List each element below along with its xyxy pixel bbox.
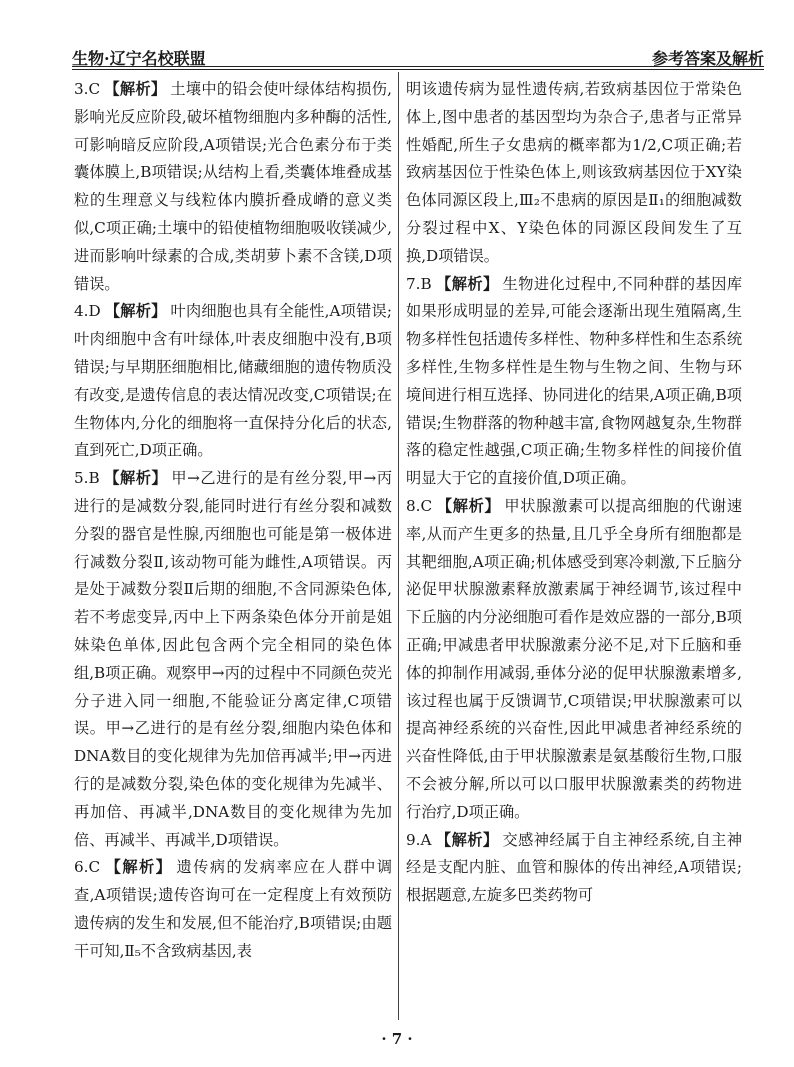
page-number: · 7 ·: [381, 1030, 413, 1048]
answer-text: 甲→乙进行的是有丝分裂,甲→丙进行的是减数分裂,能同时进行有丝分裂和减数分裂的器官是性腺,丙细胞也可能是第一极体进行减数分裂Ⅱ,该动物可能为雌性,A项错误。丙是处于减数分裂Ⅱ后期的细胞,不含同源染色体,若不考虑变异,丙中上下两条染色体分开前是姐妹染色单体,因此包含两个完全相同的染色体组,B项正确。观察甲→丙的过程中不同颜色荧光分子进入同一细胞,不能验证分离定律,C项错误。甲→乙进行的是有丝分裂,细胞内染色体和DNA数目的变化规律为先加倍再减半;甲→丙进行的是减数分裂,染色体的变化规律为先减半、再加倍、再减半,DNA数目的变化规律为先加倍、再减半、再减半,D项错误。: [74, 469, 393, 849]
header-section-title: 参考答案及解析: [651, 49, 764, 68]
answer-item-3: [74, 76, 392, 298]
answer-number: 5.B: [74, 469, 100, 488]
answer-number: 6.C: [74, 858, 101, 877]
answer-number: 8.C: [406, 496, 433, 515]
answer-number: 9.A: [406, 830, 432, 849]
answer-item-8: [406, 493, 742, 827]
answer-item-4: [74, 298, 392, 465]
answer-item-9: [406, 827, 742, 910]
header-rule: [72, 66, 764, 67]
header-rule-double: [72, 69, 764, 70]
analysis-tag: 【解析】: [435, 830, 499, 849]
answer-text: 交感神经属于自主神经系统,自主神经是支配内脏、血管和腺体的传出神经,A项错误;根据题意,左旋多巴类药物可: [406, 830, 743, 905]
header-subject: 生物·辽宁名校联盟: [72, 49, 206, 68]
answer-number: 3.C: [74, 80, 101, 98]
analysis-tag: 【解析】: [104, 858, 173, 877]
column-divider: [398, 72, 399, 1020]
answer-item-6: [74, 854, 392, 965]
page-header: [72, 46, 764, 68]
answer-text: 叶肉细胞也具有全能性,A项错误;叶肉细胞中含有叶绿体,叶表皮细胞中没有,B项错误;与早期胚细胞相比,储藏细胞的遗传物质没有改变,是遗传信息的表达情况改变,C项错误;在生物体内,分化的细胞将一直保持分化后的状态,直到死亡,D项正确。: [74, 302, 393, 460]
answer-item-7: [406, 271, 742, 493]
answer-text: 遗传病的发病率应在人群中调查,A项错误;遗传咨询可在一定程度上有效预防遗传病的发生和发展,但不能治疗,B项错误;由题干可知,Ⅱ₅不含致病基因,表: [74, 858, 393, 960]
answer-number: 4.D: [74, 302, 101, 321]
answer-text: 明该遗传病为显性遗传病,若致病基因位于常染色体上,图中患者的基因型均为杂合子,患者与正常异性婚配,所生子女患病的概率都为1/2,C项正确;若致病基因位于性染色体上,则该致病基因位于XY染色体同源区段上,Ⅲ₂不患病的原因是Ⅱ₁的细胞减数分裂过程中X、Y染色体的同源区段间发生了互换,D项错误。: [406, 80, 742, 265]
analysis-tag: 【解析】: [435, 274, 499, 293]
analysis-tag: 【解析】: [103, 469, 168, 488]
answer-text: 土壤中的铅会使叶绿体结构损伤,影响光反应阶段,破坏植物细胞内多种酶的活性,可影响暗反应阶段,A项错误;光合色素分布于类囊体膜上,B项错误;从结构上看,类囊体堆叠成基粒的生理意义与线粒体内膜折叠成嵴的意义类似,C项正确;土壤中的铅使植物细胞吸收镁减少,进而影响叶绿素的合成,类胡萝卜素不含镁,D项错误。: [74, 80, 393, 293]
analysis-tag: 【解析】: [104, 80, 167, 98]
analysis-tag: 【解析】: [104, 302, 167, 321]
answer-number: 7.B: [406, 274, 432, 293]
answer-text: 甲状腺激素可以提高细胞的代谢速率,从而产生更多的热量,且几乎全身所有细胞都是其靶细胞,A项正确;机体感受到寒冷刺激,下丘脑分泌促甲状腺激素释放激素属于神经调节,该过程中下丘脑的内分泌细胞可看作是效应器的一部分,B项正确;甲减患者甲状腺激素分泌不足,对下丘脑和垂体的抑制作用减弱,垂体分泌的促甲状腺激素增多,该过程也属于反馈调节,C项错误;甲状腺激素可以提高神经系统的兴奋性,因此甲减患者神经系统的兴奋性降低,由于甲状腺激素是氨基酸衍生物,口服不会被分解,所以可以口服甲状腺激素类的药物进行治疗,D项正确。: [406, 496, 743, 821]
answer-item-6-continued: [406, 76, 742, 271]
right-column: [406, 76, 742, 910]
answer-text: 生物进化过程中,不同种群的基因库如果形成明显的差异,可能会逐渐出现生殖隔离,生物多样性包括遗传多样性、物种多样性和生态系统多样性,生物多样性是生物与生物之间、生物与环境间进行相互选择、协同进化的结果,A项正确,B项错误;生物群落的物种越丰富,食物网越复杂,生物群落的稳定性越强,C项正确;生物多样性的间接价值明显大于它的直接价值,D项正确。: [406, 274, 743, 488]
answer-item-5: [74, 465, 392, 854]
analysis-tag: 【解析】: [436, 496, 501, 515]
left-column: [74, 76, 392, 966]
